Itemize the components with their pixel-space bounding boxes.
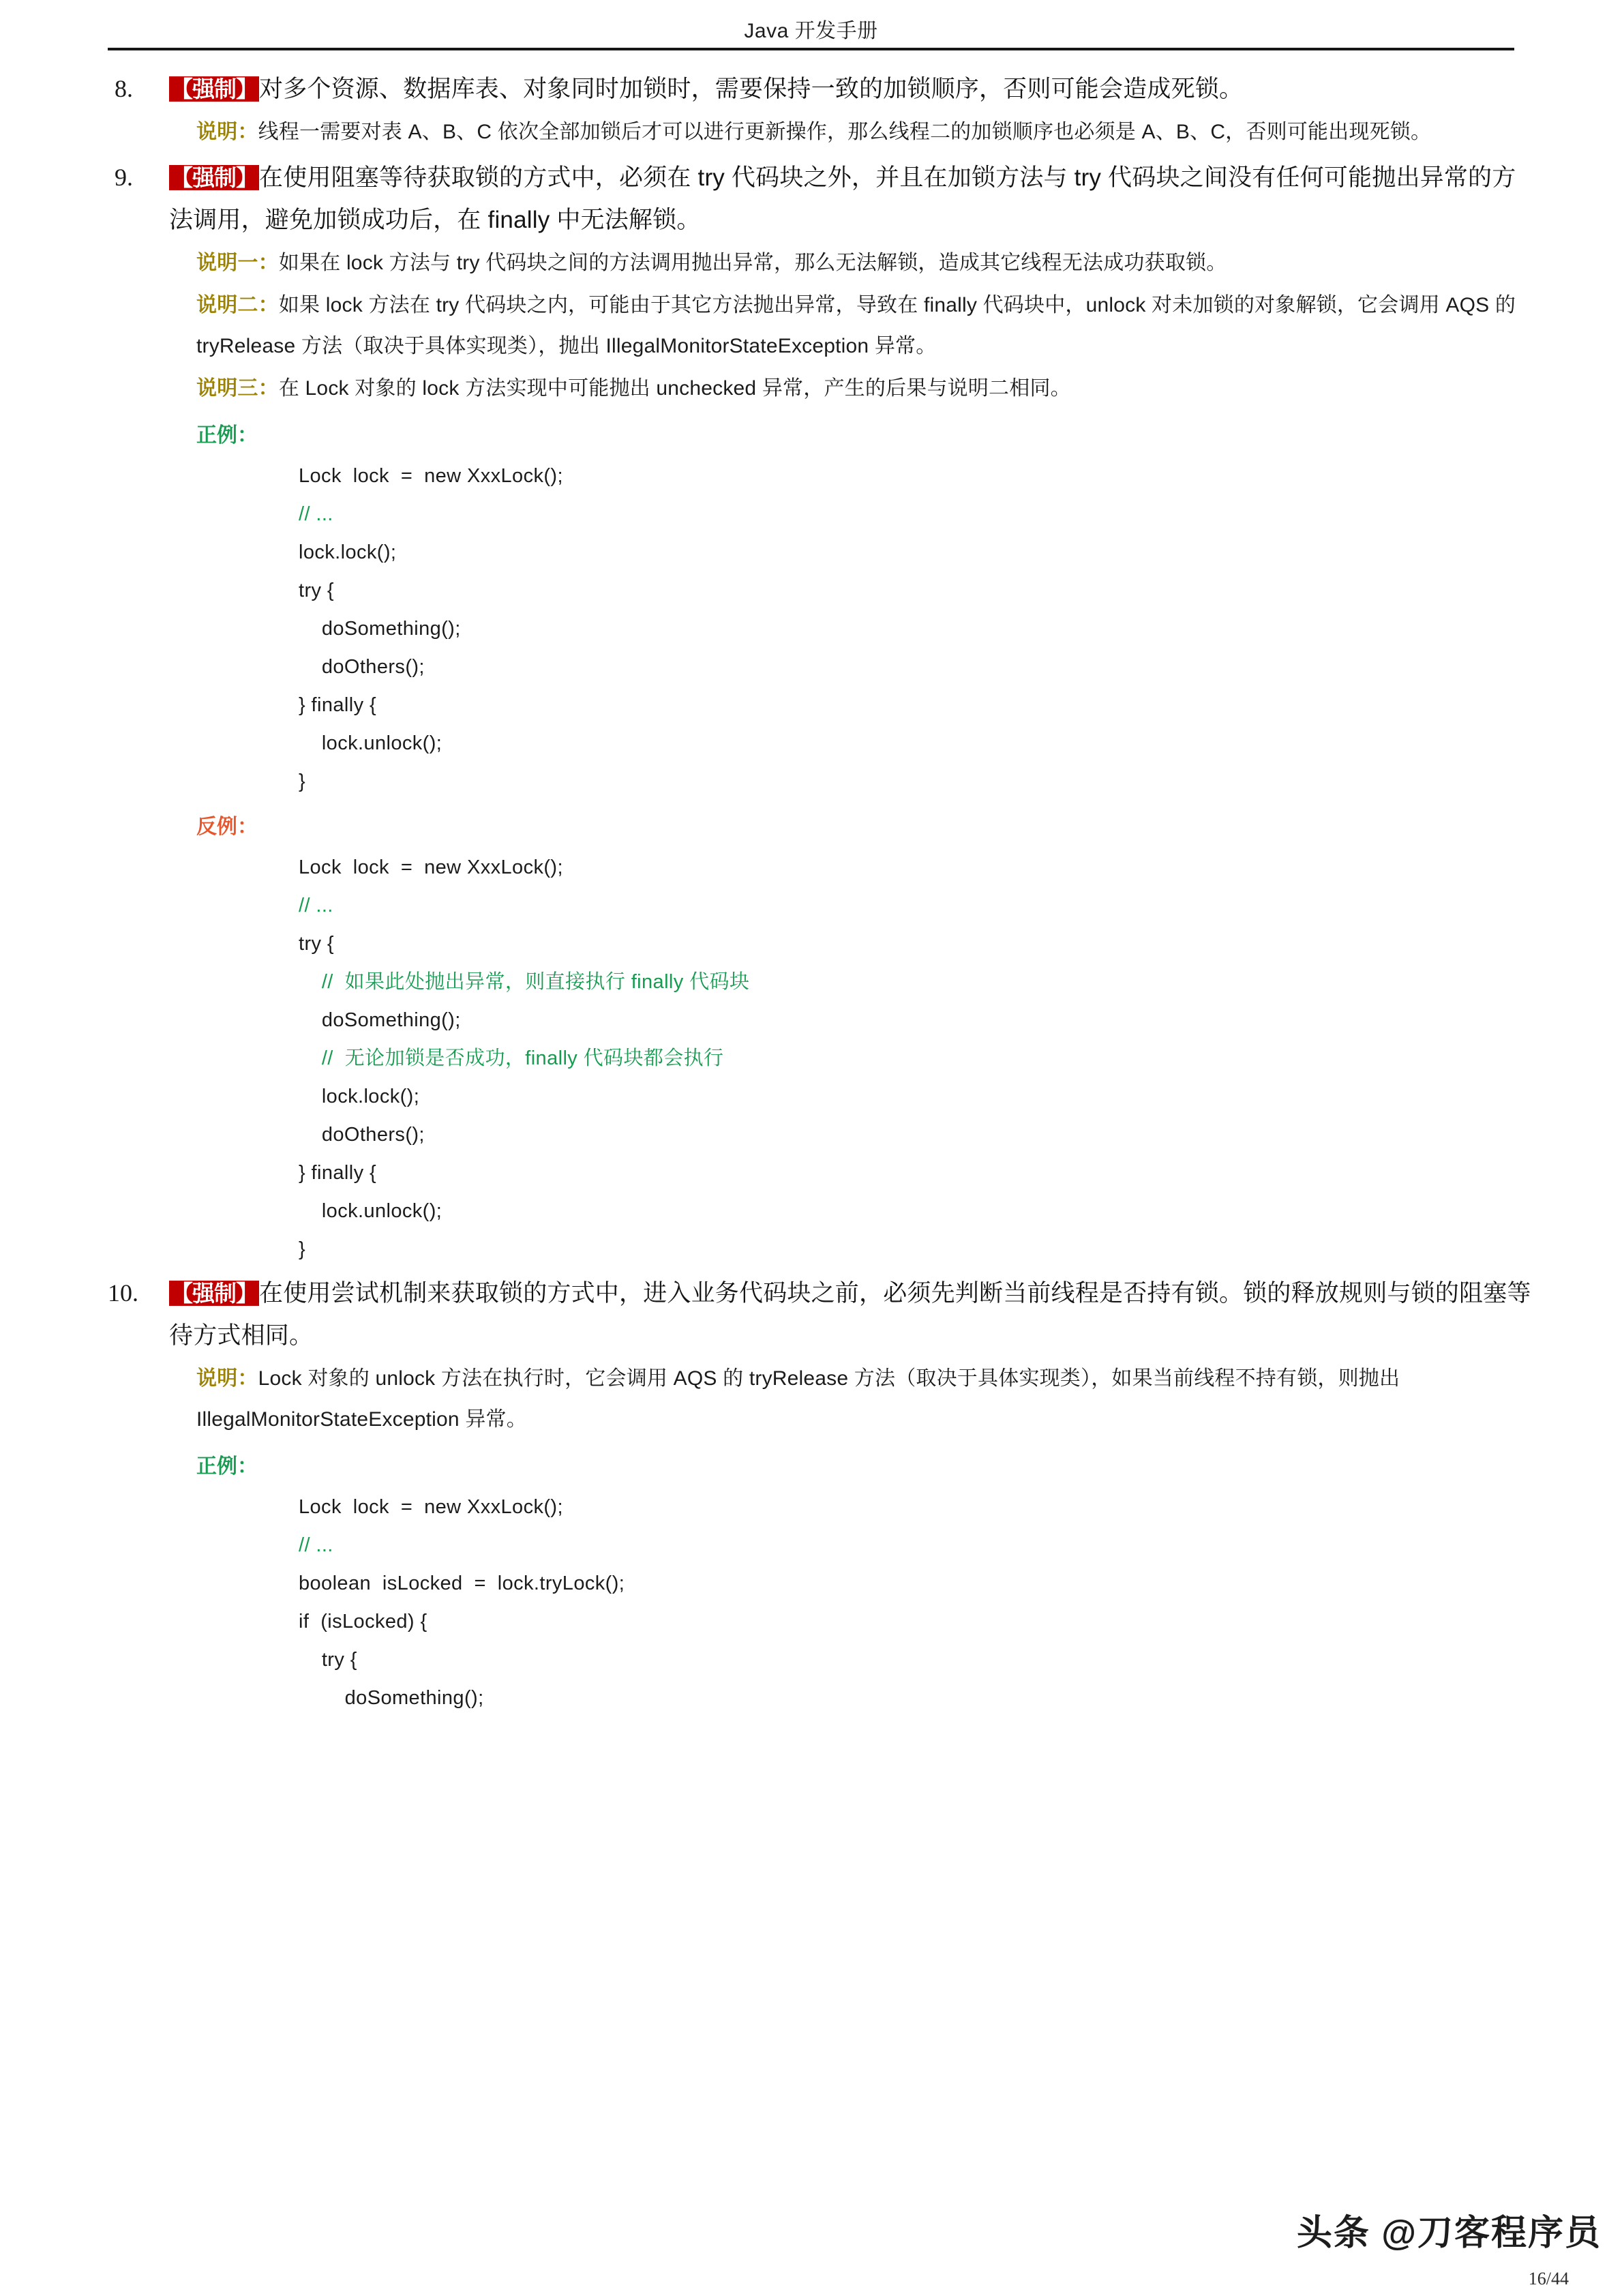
page-number: 16/44 — [1528, 2269, 1569, 2288]
code-line: Lock lock = new XxxLock(); — [299, 465, 563, 487]
code-line: } — [299, 1238, 306, 1260]
code-line: lock.lock(); — [299, 541, 397, 563]
rule-number: 8. — [115, 75, 133, 102]
code-line: try { — [299, 933, 334, 955]
code-line: try { — [299, 580, 334, 601]
rule-note — [196, 1358, 1535, 1440]
watermark: 头条 @刀客程序员 — [1296, 2213, 1602, 2253]
note-label: 说明： — [196, 121, 258, 143]
header-divider — [108, 48, 1514, 50]
code-block — [299, 457, 1535, 801]
rule-heading-text: 在使用阻塞等待获取锁的方式中，必须在 try 代码块之外，并且在加锁方法与 try 代码块之间没有任何可能抛出异常的方法调用，避免加锁成功后，在 finally 中无法解锁。 — [169, 164, 1516, 233]
rule-number: 10. — [108, 1279, 138, 1307]
rule-item — [108, 68, 1535, 153]
code-line: lock.unlock(); — [299, 1200, 442, 1222]
note-label: 说明一： — [196, 252, 279, 274]
note-text: 在 Lock 对象的 lock 方法实现中可能抛出 unchecked 异常，产生的后果与说明二相同。 — [278, 377, 1071, 400]
rule-heading — [169, 1272, 1535, 1357]
note-label: 说明二： — [196, 294, 279, 316]
code-line: Lock lock = new XxxLock(); — [299, 856, 563, 878]
positive-example-label: 正例： — [196, 1455, 258, 1478]
rule-item — [108, 157, 1535, 1268]
code-line: doSomething(); — [299, 618, 461, 640]
rule-heading — [169, 68, 1535, 110]
rule-note — [196, 243, 1535, 284]
code-line: // ... — [299, 895, 333, 916]
code-line: // ... — [299, 503, 333, 525]
positive-example-label: 正例： — [196, 424, 258, 447]
code-line: Lock lock = new XxxLock(); — [299, 1496, 563, 1518]
rule-heading — [169, 157, 1535, 241]
page-header — [108, 0, 1514, 65]
page-title: Java 开发手册 — [744, 20, 878, 42]
code-line: try { — [299, 1649, 357, 1671]
code-block — [299, 848, 1535, 1268]
code-line: lock.lock(); — [299, 1086, 420, 1107]
mandatory-badge: 【强制】 — [170, 1281, 258, 1306]
code-line: // 如果此处抛出异常，则直接执行 finally 代码块 — [299, 971, 750, 993]
rule-note — [196, 112, 1535, 153]
note-text: 如果 lock 方法在 try 代码块之内，可能由于其它方法抛出异常，导致在 finally 代码块中，unlock 对未加锁的对象解锁，它会调用 AQS 的 tryRelease 方法（取决于具体实现类），抛出 IllegalMonitorStateException 异常。 — [196, 294, 1516, 357]
code-line: } finally { — [299, 1162, 377, 1184]
rule-note — [196, 285, 1535, 367]
code-line: } — [299, 771, 306, 792]
negative-example-label: 反例： — [196, 816, 258, 838]
code-line: } finally { — [299, 694, 377, 716]
code-line: // 无论加锁是否成功，finally 代码块都会执行 — [299, 1047, 724, 1069]
code-line: // ... — [299, 1534, 333, 1556]
mandatory-badge: 【强制】 — [170, 76, 258, 102]
note-text: Lock 对象的 unlock 方法在执行时，它会调用 AQS 的 tryRelease 方法（取决于具体实现类），如果当前线程不持有锁，则抛出 IllegalMonitorStateException 异常。 — [196, 1367, 1400, 1431]
mandatory-badge: 【强制】 — [170, 165, 258, 190]
page-content — [108, 68, 1535, 2255]
note-text: 如果在 lock 方法与 try 代码块之间的方法调用抛出异常，那么无法解锁，造成其它线程无法成功获取锁。 — [278, 252, 1227, 274]
rule-note — [196, 368, 1535, 409]
rule-number: 9. — [115, 164, 133, 191]
code-line: boolean isLocked = lock.tryLock(); — [299, 1572, 625, 1594]
note-label: 说明三： — [196, 377, 279, 400]
rule-heading-text: 对多个资源、数据库表、对象同时加锁时，需要保持一致的加锁顺序，否则可能会造成死锁。 — [259, 76, 1244, 102]
code-block — [299, 1488, 1535, 1717]
code-line: doOthers(); — [299, 656, 425, 678]
code-line: lock.unlock(); — [299, 732, 442, 754]
note-label: 说明： — [196, 1367, 258, 1390]
code-line: if (isLocked) { — [299, 1611, 427, 1632]
code-line: doSomething(); — [299, 1009, 461, 1031]
note-text: 线程一需要对表 A、B、C 依次全部加锁后才可以进行更新操作，那么线程二的加锁顺序也必须是 A、B、C，否则可能出现死锁。 — [258, 121, 1432, 143]
rule-item — [108, 1272, 1535, 1717]
code-line: doOthers(); — [299, 1124, 425, 1146]
code-line: doSomething(); — [299, 1687, 484, 1709]
rule-heading-text: 在使用尝试机制来获取锁的方式中，进入业务代码块之前，必须先判断当前线程是否持有锁。锁的释放规则与锁的阻塞等待方式相同。 — [169, 1280, 1531, 1349]
